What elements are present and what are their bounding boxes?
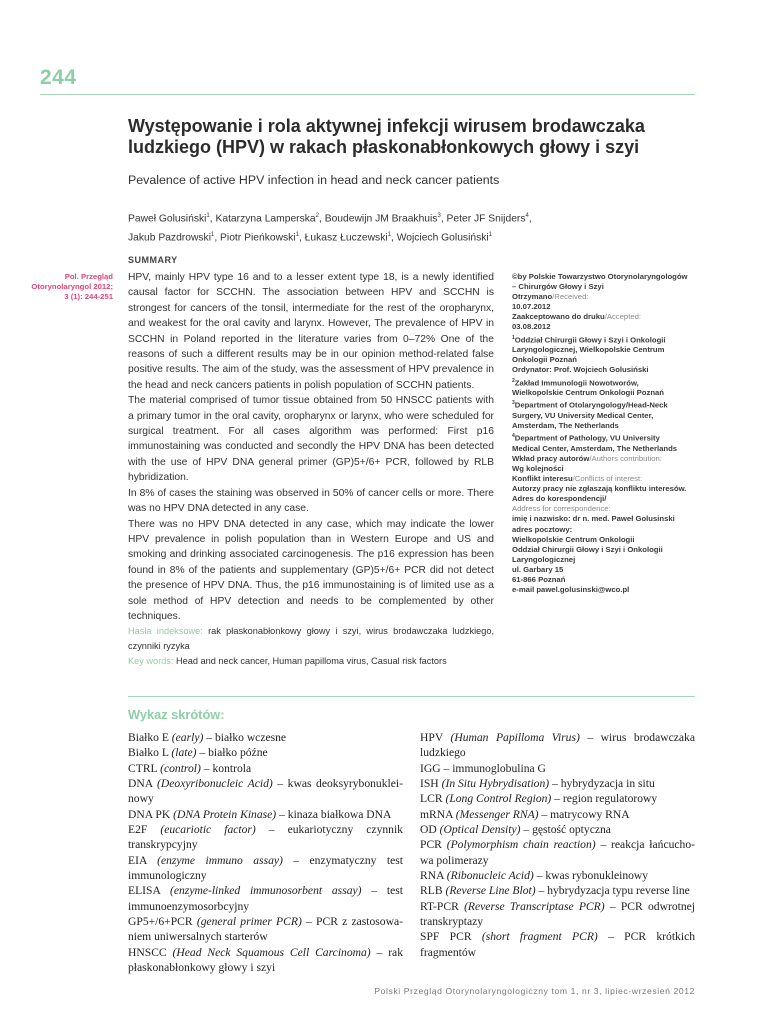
author-name: , Piotr Pieńkowski [214,232,296,244]
abbreviation-gloss: (enzyme-linked immunosorbent assay) [170,884,362,898]
abbreviation-term: ELISA [128,884,170,898]
abbreviation-entry [128,761,403,776]
abbreviation-entry [420,929,695,960]
abbreviations-title: Wykaz skrótów: [128,707,225,722]
abbreviation-description: – PCR odwrotnej transkryptazy [420,899,696,929]
abbreviation-term: GP5+/6+PCR [128,915,197,929]
abbreviation-term: PCR [420,838,447,852]
abstract-paragraph: The material comprised of tumor tissue obtained from 50 HNSCC patients with a primary tumor in the oral cavity, oropharynx or larynx, who were scheduled for surgical treatment. For all cases algorithm was performed: First p16 immunostaining was conducted and secondly the HPV DNA has been detected with the use of HPV DNA general primer (GP)5+/6+ PCR, followed by RLB hybridization. [128,395,494,484]
author-separator: , [528,213,532,225]
journal-citation [18,272,113,302]
abbreviation-entry [420,868,695,883]
abbreviation-description: – kwas deoksyrybonuklei-nowy [128,777,403,806]
abbreviation-gloss: (short fragment PCR) [481,930,598,944]
affiliation-mark: 1 [387,232,391,239]
abbreviation-description: – region regulatorowy [551,792,658,806]
abbreviation-gloss: (Ribonucleic Acid) [446,869,534,883]
abbreviation-term: DNA [128,777,158,791]
abbreviation-entry [128,745,403,760]
abbreviation-gloss: (Human Papilloma Virus) [450,731,580,744]
abbreviation-entry [420,837,695,868]
author-name: , Boudewijn JM Braakhuis [318,213,438,225]
received-label: Otrzymano [512,292,553,302]
address-line: ul. Garbary 15 [512,564,564,574]
abbreviation-term: Białko L [128,746,172,760]
abbreviation-gloss: (general primer PCR) [196,915,302,929]
contribution-label-en: /Authors contribution: [589,453,662,463]
summary-heading: SUMMARY [128,255,178,265]
abbreviation-description: – rak płaskonabłonkowy głowy i szyi [128,945,404,975]
author-name: , Katarzyna Lamperska [209,213,316,225]
email-link[interactable]: e-mail pawel.golusinski@wco.pl [512,585,630,595]
abbreviation-term: HPV [420,731,451,744]
affiliation-line: Surgery, VU University Medical Center, [512,410,654,420]
address-line: 61-866 Poznań [512,574,566,584]
abbreviation-term: E2F [128,823,161,837]
abbreviation-description: – eukariotyczny czynnik transkrypcyjny [128,823,403,852]
abbreviation-term: mRNA [420,807,456,821]
citation-line: Pol. Przegląd [64,272,113,281]
abbreviation-description: – hybrydyzacja in situ [549,777,655,791]
keywords-polish-label: Hasła indeksowe: [128,626,203,637]
abbreviation-gloss: (enzyme immuno assay) [157,853,283,867]
conflict-label-en: /Conflicts of interest: [572,474,643,484]
abbreviation-gloss: (late) [171,746,197,760]
abbreviation-gloss: (eucariotic factor) [160,823,256,837]
abbreviation-entry [128,807,403,822]
address-label: Adres do korespondencji/ [512,494,607,504]
keywords-english [128,654,494,669]
address-line: Oddział Chirurgii Głowy i Szyi i Onkologii [512,544,663,554]
accepted-label: Zaakceptowano do druku [512,312,605,322]
received-label-en: /Received: [552,292,589,302]
keywords-english-label: Key words: [128,656,174,667]
abbreviation-entry [128,822,403,853]
header-rule [40,94,695,95]
affiliation-mark: 1 [295,232,299,239]
affiliation-text: Oddział Chirurgii Głowy i Szyi i Onkologii [514,335,666,345]
conflict-line [512,474,697,484]
contribution-text: Wg kolejności [512,463,564,473]
abbreviation-description: – wirus brodawczaka ludzkiego [420,731,695,760]
abbreviation-gloss: (In Situ Hybrydisation) [441,777,550,791]
affiliation-mark: 3 [437,213,441,219]
abbreviation-entry [420,807,695,822]
abbreviation-term: ISH [420,777,442,791]
address-line: Wielkopolskie Centrum Onkologii [512,534,635,544]
affiliation-line: Laryngologicznej, Wielkopolskie Centrum [512,345,665,355]
abbreviation-term: CTRL [128,761,161,775]
affiliation-mark: 1 [488,232,493,239]
accepted-label-en: /Accepted: [604,312,642,322]
keywords-polish-text: rak płaskonabłonkowy głowy i szyi, wirus brodawczaka ludzkiego, czynniki ryzyka [128,626,495,652]
authors-line-1 [128,208,688,227]
abbreviation-term: OD [420,823,440,837]
address-label-en: Address for correspondence: [512,504,611,514]
affiliation-line [512,376,697,389]
abbreviation-entry [420,822,695,837]
abstract [128,270,494,669]
abbreviation-description: – hybrydyzacja typu reverse line [535,884,690,898]
abbreviation-description: – matrycowy RNA [538,807,630,821]
contribution-label: Wkład pracy autorów [512,453,590,463]
affiliation-text: Zakład Immunologii Nowotworów, [514,378,639,388]
affiliation-mark: 1 [210,232,215,239]
affiliation-line [512,398,697,411]
affiliation-mark: 2 [315,213,319,219]
citation-line: 3 (1): 244-251 [64,292,113,301]
abbreviation-gloss: (Polymorphism chain reaction) [446,838,596,852]
abbreviation-term: SPF PCR [420,930,482,944]
page-number: 244 [40,66,77,89]
affiliation-line: Wielkopolskie Centrum Onkologii Poznań [512,388,664,398]
abbreviation-entry [128,853,403,884]
conflict-text: Autorzy pracy nie zgłaszają konfliktu interesów. [512,484,687,494]
author-name: , Wojciech Golusiński [391,232,489,244]
abbreviation-entry [420,776,695,791]
article-info-sidebar [512,272,697,595]
affiliation-text: Department of Otolaryngology/Head-Neck [514,400,668,410]
received-date: 10.07.2012 [512,302,551,312]
abbreviation-description: – test immunoenzymosorbcyjny [128,884,403,913]
abbreviation-term: LCR [420,792,446,806]
abbreviation-description: – kwas rybonukleinowy [533,869,649,883]
abstract-paragraph: There was no HPV DNA detected in any case, which may indicate the lower HPV prevalence in polish population than in Western Europe and US and smoking and drinking associated carcinogenesis. The p16 expression has been found in 8% of the patients and supplementary (GP)5+/6+ PCR did not detect the presence of HPV DNA. Thus, the p16 immunostaining is of limited use as a sole method of HPV detection and needs to be complemented by other techniques. [128,518,494,622]
affiliation-mark: 3 [512,400,515,407]
abbreviation-entry [420,761,695,776]
abbreviation-entry [128,945,403,976]
affiliation-mark: 1 [512,334,515,341]
article-title: Występowanie i rola aktywnej infekcji wirusem brodawczaka ludzkiego (HPV) w rakach płaskonabłonkowych głowy i szyi [128,116,645,157]
abbreviation-entry [420,883,695,898]
abbreviation-term: Białko E [128,731,172,744]
abbreviation-gloss: (Reverse Line Blot) [445,884,536,898]
abbreviation-description: – kontrola [200,761,252,775]
abbreviation-term: DNA PK [128,807,174,821]
abbreviation-gloss: (Long Control Region) [445,792,552,806]
abbreviation-gloss: (Reverse Transcriptase PCR) [464,899,605,913]
citation-line: Otorynolaryngol 2012; [31,282,113,291]
abbreviation-entry [420,730,695,761]
abbreviation-term: RLB [420,884,446,898]
abstract-paragraph: In 8% of cases the staining was observed in 50% of cancer cells or more. There was no HPV DNA detected in any case. [128,487,494,515]
affiliation-line: Medical Center, Amsterdam, The Netherlands [512,443,678,453]
authors [128,208,688,247]
abbreviation-gloss: (Deoxyribonucleic Acid) [157,777,273,791]
section-rule [128,696,695,697]
abbreviation-gloss: (early) [171,731,204,744]
keywords-english-text: Head and neck cancer, Human papilloma virus, Casual risk factors [176,656,447,667]
abbreviation-term: HNSCC [128,945,173,959]
accepted-line [512,312,697,322]
received-line [512,292,697,302]
affiliation-mark: 4 [525,213,529,219]
abbreviation-entry [128,776,403,807]
abbreviation-description: – immunoglobulina G [440,761,546,775]
author-name: Paweł Golusiński [128,213,207,225]
abbreviation-gloss: (DNA Protein Kinase) [173,807,277,821]
authors-line-2 [128,227,688,246]
abbreviation-description: – enzymatyczny test immunologiczny [128,853,403,883]
abbreviation-description: – białko późne [196,746,268,760]
abbreviation-gloss: (Optical Density) [439,823,521,837]
abbreviation-description: – PCR z zastosowa-niem uniwersalnych starterów [128,915,403,944]
abbreviation-description: – kinaza białkowa DNA [276,807,392,821]
abbreviation-entry [128,730,403,745]
abbreviation-gloss: (control) [160,761,201,775]
address-line: Laryngologicznej [512,554,576,564]
affiliation-mark: 2 [512,377,515,384]
abbreviation-entry [128,914,403,945]
abbreviation-gloss: (Head Neck Squamous Cell Carcinoma) [172,945,371,959]
abbreviation-term: IGG [420,761,441,775]
affiliation-text: Department of Pathology, VU University [514,433,660,443]
journal-footer: Polski Przegląd Otorynolaryngologiczny tom 1, nr 3, lipiec-wrzesień 2012 [374,986,695,996]
copyright-line: – Chirurgów Głowy i Szyi [512,282,604,292]
abbreviation-term: RT-PCR [420,899,465,913]
abbreviation-entry [420,791,695,806]
abbreviation-description: – białko wczesne [203,731,287,744]
accepted-date: 03.08.2012 [512,322,551,332]
abbreviation-entry [420,899,695,930]
affiliation-line [512,333,697,346]
abbreviation-description: – gęstość optyczna [520,823,611,837]
abbreviation-gloss: (Messenger RNA) [455,807,539,821]
article-subtitle: Pevalence of active HPV infection in head and neck cancer patients [128,173,500,187]
affiliation-line [512,431,697,444]
abbreviation-term: EIA [128,853,158,867]
copyright-line: ©by Polskie Towarzystwo Otorynolaryngologów [512,272,688,281]
author-name: , Peter JF Snijders [440,213,526,225]
affiliation-mark: 4 [512,433,515,440]
affiliation-line: Amsterdam, The Netherlands [512,421,619,430]
conflict-label: Konflikt interesu [512,474,573,484]
abbreviation-description: – reakcja łańcucho-wa polimerazy [420,838,696,867]
keywords-polish [128,624,494,654]
abbreviation-entry [128,883,403,914]
address-line: imię i nazwisko: dr n. med. Paweł Golusinski [512,514,675,524]
abbreviations-left-column [128,730,403,976]
contribution-line [512,454,697,464]
author-name: , Łukasz Łuczewski [298,232,388,244]
abbreviation-description: – PCR krótkich fragmentów [420,930,696,959]
abbreviations-right-column [420,730,695,960]
abbreviation-term: RNA [420,869,447,883]
head-of-department: Ordynator: Prof. Wojciech Golusiński [512,365,649,375]
affiliation-line: Onkologii Poznań [512,355,577,365]
affiliation-mark: 1 [206,213,210,219]
author-name: Jakub Pazdrowski [128,232,211,244]
abstract-paragraph: HPV, mainly HPV type 16 and to a lesser extent type 18, is a newly identified causal factor for SCCHN. The association between HPV and SCCHN is strongest for cancers of the tonsil, intermediate for the rest of the oropharynx, and weakest for the oral cavity and larynx. However, The prevalence of HPV in SCCHN in Poland reported in the literature varies from 0–72% One of the reasons of such a different results may be in our opinion method-related false positive results. The aim of the study, was the assessment of HPV prevalence in the head and neck cancers patients in polish population of SCCHN patients. [128,272,494,391]
address-line: adres pocztowy: [512,524,573,534]
